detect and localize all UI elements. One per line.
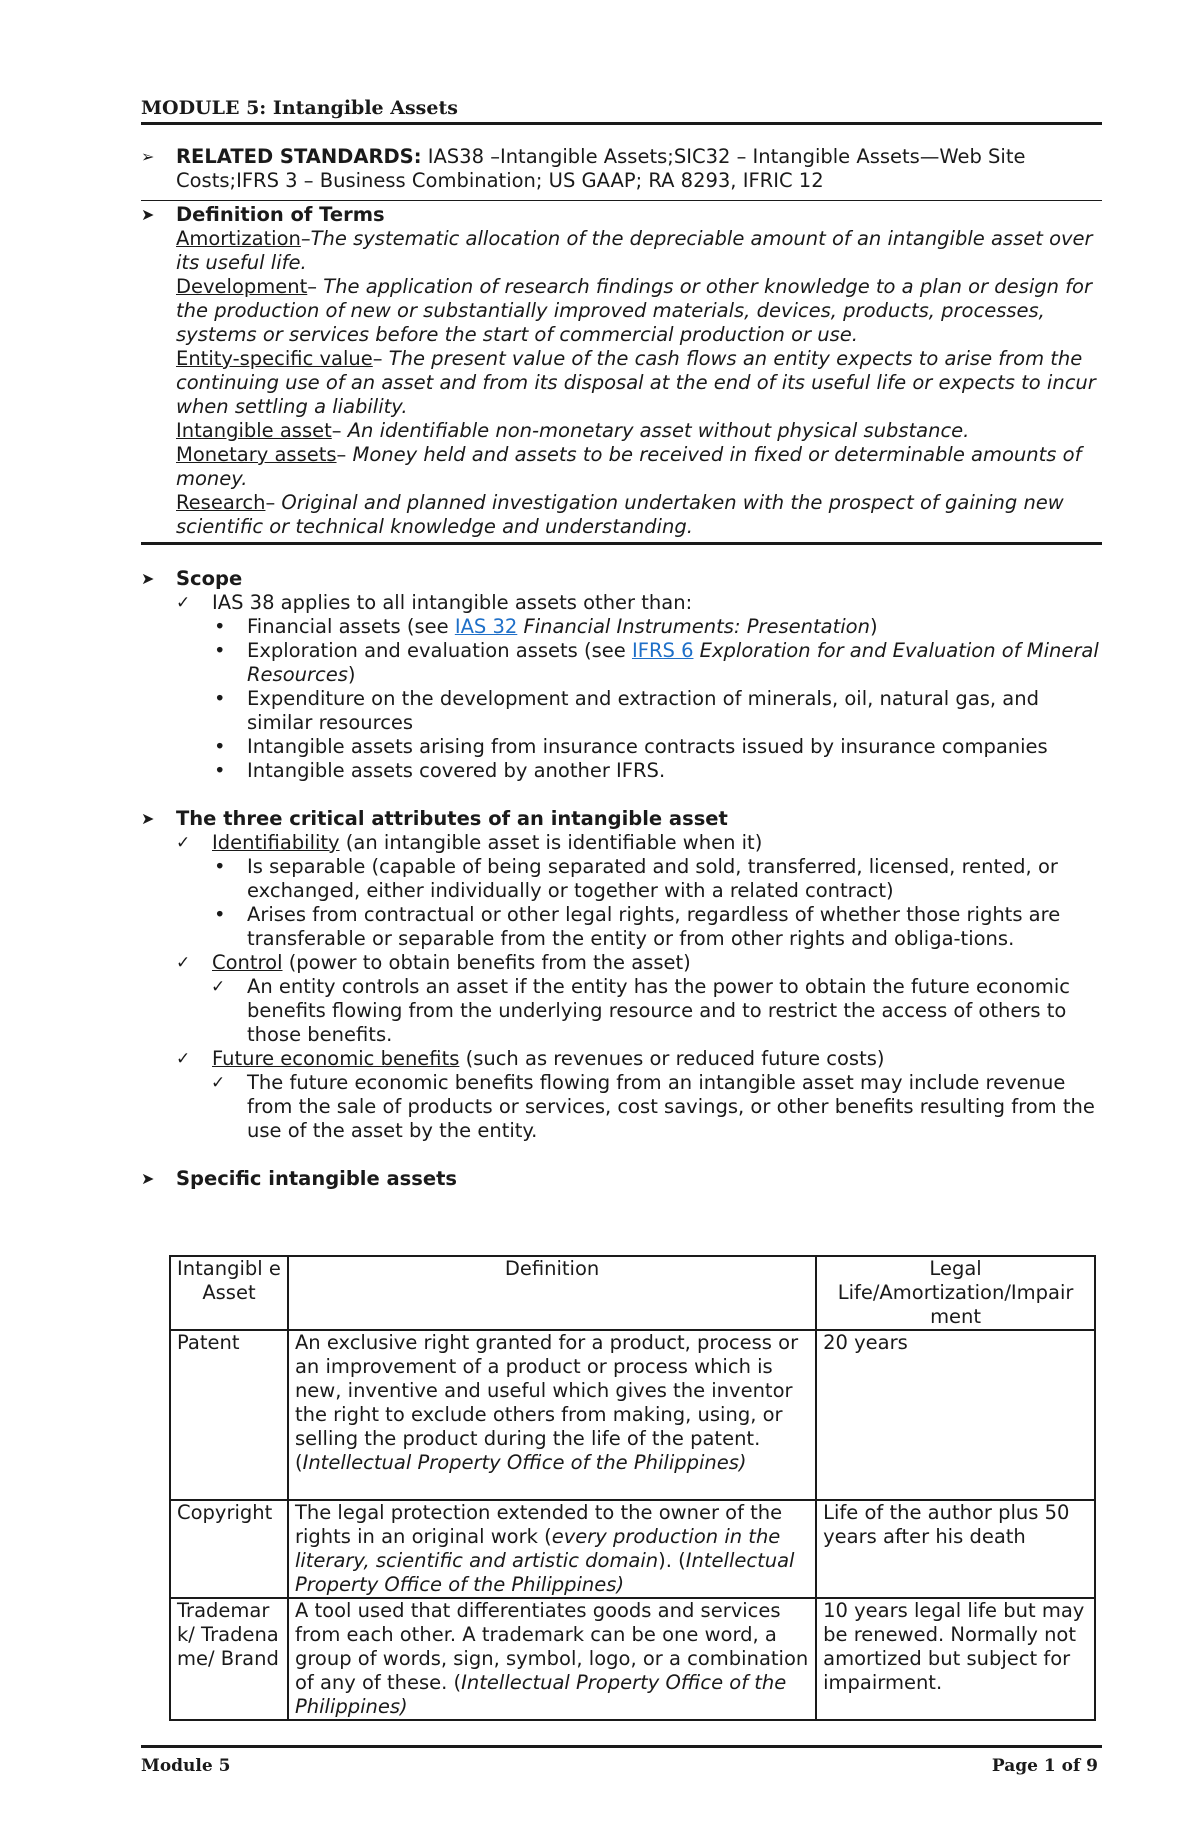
related-standards-text: IAS38 –Intangible Assets;SIC32 – Intangible Assets—Web Site Costs;IFRS 3 – Business Combination; US GAAP; RA 8293, IFRIC 12 — [176, 145, 1026, 192]
asset-name-cell: Trademar k/ Tradena me/ Brand — [170, 1598, 288, 1720]
asset-name-cell: Copyright — [170, 1500, 288, 1598]
page-footer — [141, 1745, 1102, 1776]
bullet-item: • Arises from contractual or other legal rights, regardless of whether those rights are transferable or separable from the entity or from other rights and obliga-tions. — [214, 903, 1061, 950]
definition-text: Money held and assets to be received in fixed or determinable amounts of money. — [176, 443, 1082, 490]
definitions-heading: Definition of Terms — [176, 203, 385, 226]
bullet-item: • Intangible assets covered by another IFRS. — [214, 759, 666, 782]
bullet-item: • Intangible assets arising from insurance contracts issued by insurance companies — [214, 735, 1048, 758]
bullet-item: • Is separable (capable of being separated and sold, transferred, licensed, rented, or exchanged, either individually or together with a related contract) — [214, 855, 1058, 902]
scope-heading: Scope — [176, 567, 243, 590]
module-title: MODULE 5: Intangible Assets — [141, 97, 458, 119]
attributes-section — [141, 807, 1102, 1143]
column-header-definition: Definition — [288, 1256, 816, 1330]
checkmark-icon: ✓ — [211, 1073, 226, 1093]
asset-name-cell: Patent — [170, 1330, 288, 1500]
definition-entry: Intangible asset– An identifiable non-monetary asset without physical substance. — [176, 419, 970, 442]
definition-term: Monetary assets — [176, 443, 337, 466]
arrow-bullet-icon: ➤ — [141, 1169, 155, 1188]
definition-term: Intangible asset — [176, 419, 332, 442]
bullet-icon: • — [214, 639, 226, 662]
bullet-icon: • — [214, 687, 226, 710]
asset-definition-cell: A tool used that differentiates goods and services from each other. A trademark can be one word, a group of words, sign, symbol, logo, or a combination of any of these. (Intellectual Property Office of the Philippines) — [288, 1598, 816, 1720]
specific-assets-section — [141, 1167, 1102, 1191]
asset-legal-life-cell: 20 years — [816, 1330, 1095, 1500]
checkmark-icon: ✓ — [176, 833, 191, 853]
page-number: Page 1 of 9 — [991, 1756, 1098, 1776]
definition-text: Original and planned investigation undertaken with the prospect of gaining new scientific or technical knowledge and understanding. — [176, 491, 1064, 538]
checkmark-icon: ✓ — [176, 1049, 191, 1069]
ifrs6-link[interactable]: IFRS 6 — [631, 639, 694, 662]
definition-term: Research — [176, 491, 266, 514]
ias32-link[interactable]: IAS 32 — [454, 615, 518, 638]
definitions-section — [141, 203, 1102, 539]
arrow-bullet-icon: ➤ — [141, 809, 155, 828]
related-standards-section — [141, 145, 1102, 193]
checkmark-icon: ✓ — [176, 593, 191, 613]
specific-assets-heading: Specific intangible assets — [176, 1167, 458, 1190]
bullet-item: • Expenditure on the development and extraction of minerals, oil, natural gas, and similar resources — [214, 687, 1039, 734]
checklist-subitem: ✓ An entity controls an asset if the entity has the power to obtain the future economic benefits flowing from the underlying resource and to restrict the access of others to those benefits. — [211, 975, 1071, 1046]
column-header-asset: Intangibl e Asset — [170, 1256, 288, 1330]
arrow-bullet-icon: ➤ — [141, 205, 155, 224]
bullet-icon: • — [214, 759, 226, 782]
checklist-item: ✓ Control (power to obtain benefits from the asset) — [176, 951, 691, 974]
checkmark-icon: ✓ — [211, 977, 226, 997]
intangible-assets-table — [169, 1255, 1096, 1721]
definition-term: Development — [176, 275, 308, 298]
footer-module: Module 5 — [141, 1756, 231, 1776]
definition-term: Entity-specific value — [176, 347, 373, 370]
checklist-subitem: ✓ The future economic benefits flowing from an intangible asset may include revenue from the sale of products or services, cost savings, or other benefits resulting from the use of the asset by the entity. — [211, 1071, 1095, 1142]
checkmark-icon: ✓ — [176, 953, 191, 973]
checklist-item: ✓ Future economic benefits (such as revenues or reduced future costs) — [176, 1047, 885, 1070]
column-header-legal-life: Legal Life/Amortization/Impair ment — [816, 1256, 1095, 1330]
definition-text: An identifiable non-monetary asset without physical substance. — [347, 419, 970, 442]
table-row — [170, 1598, 1095, 1720]
checklist-item: ✓ IAS 38 applies to all intangible assets other than: — [176, 591, 693, 614]
document-body — [141, 145, 1102, 1191]
bullet-icon: • — [214, 735, 226, 758]
definition-entry: Monetary assets– Money held and assets to be received in fixed or determinable amounts of money. — [176, 443, 1082, 490]
definition-text: The application of research findings or other knowledge to a plan or design for the production of new or substantially improved materials, devices, products, processes, systems or services before the start of commercial production or use. — [176, 275, 1092, 346]
table-row — [170, 1330, 1095, 1500]
bullet-item: • Financial assets (see IAS 32 Financial Instruments: Presentation) — [214, 615, 878, 638]
definition-entry: Amortization–The systematic allocation of the depreciable amount of an intangible asset over its useful life. — [176, 227, 1093, 274]
bullet-icon: • — [214, 903, 226, 926]
asset-definition-cell: The legal protection extended to the owner of the rights in an original work (every production in the literary, scientific and artistic domain). (Intellectual Property Office of the Philippines) — [288, 1500, 816, 1598]
related-standards-label: RELATED STANDARDS: — [176, 145, 422, 168]
definition-entry: Research– Original and planned investigation undertaken with the prospect of gaining new scientific or technical knowledge and understanding. — [176, 491, 1064, 538]
definition-text: The systematic allocation of the depreciable amount of an intangible asset over its useful life. — [176, 227, 1093, 274]
bullet-item: • Exploration and evaluation assets (see IFRS 6 Exploration for and Evaluation of Mineral Resources) — [214, 639, 1099, 686]
bullet-icon: • — [214, 855, 226, 878]
arrow-bullet-icon: ➢ — [141, 147, 155, 166]
definition-entry: Entity-specific value– The present value of the cash flows an entity expects to arise from the continuing use of an asset and from its disposal at the end of its useful life or expects to incur when settling a liability. — [176, 347, 1096, 418]
definition-text: The present value of the cash flows an entity expects to arise from the continuing use of an asset and from its disposal at the end of its useful life or expects to incur when settling a liability. — [176, 347, 1096, 418]
definition-term: Amortization — [176, 227, 301, 250]
asset-legal-life-cell: Life of the author plus 50 years after his death — [816, 1500, 1095, 1598]
table-header-row — [170, 1256, 1095, 1330]
checklist-item: ✓ Identifiability (an intangible asset is identifiable when it) — [176, 831, 763, 854]
asset-legal-life-cell: 10 years legal life but may be renewed. Normally not amortized but subject for impairment. — [816, 1598, 1095, 1720]
asset-definition-cell: An exclusive right granted for a product, process or an improvement of a product or process which is new, inventive and useful which gives the inventor the right to exclude others from making, using, or selling the product during the life of the patent. (Intellectual Property Office of the Philippines) — [288, 1330, 816, 1500]
definition-entry: Development– The application of research findings or other knowledge to a plan or design for the production of new or substantially improved materials, devices, products, processes, systems or services before the start of commercial production or use. — [176, 275, 1092, 346]
page-header — [141, 96, 1102, 125]
arrow-bullet-icon: ➤ — [141, 569, 155, 588]
scope-section — [141, 567, 1102, 783]
table-row — [170, 1500, 1095, 1598]
attributes-heading: The three critical attributes of an intangible asset — [176, 807, 728, 830]
bullet-icon: • — [214, 615, 226, 638]
